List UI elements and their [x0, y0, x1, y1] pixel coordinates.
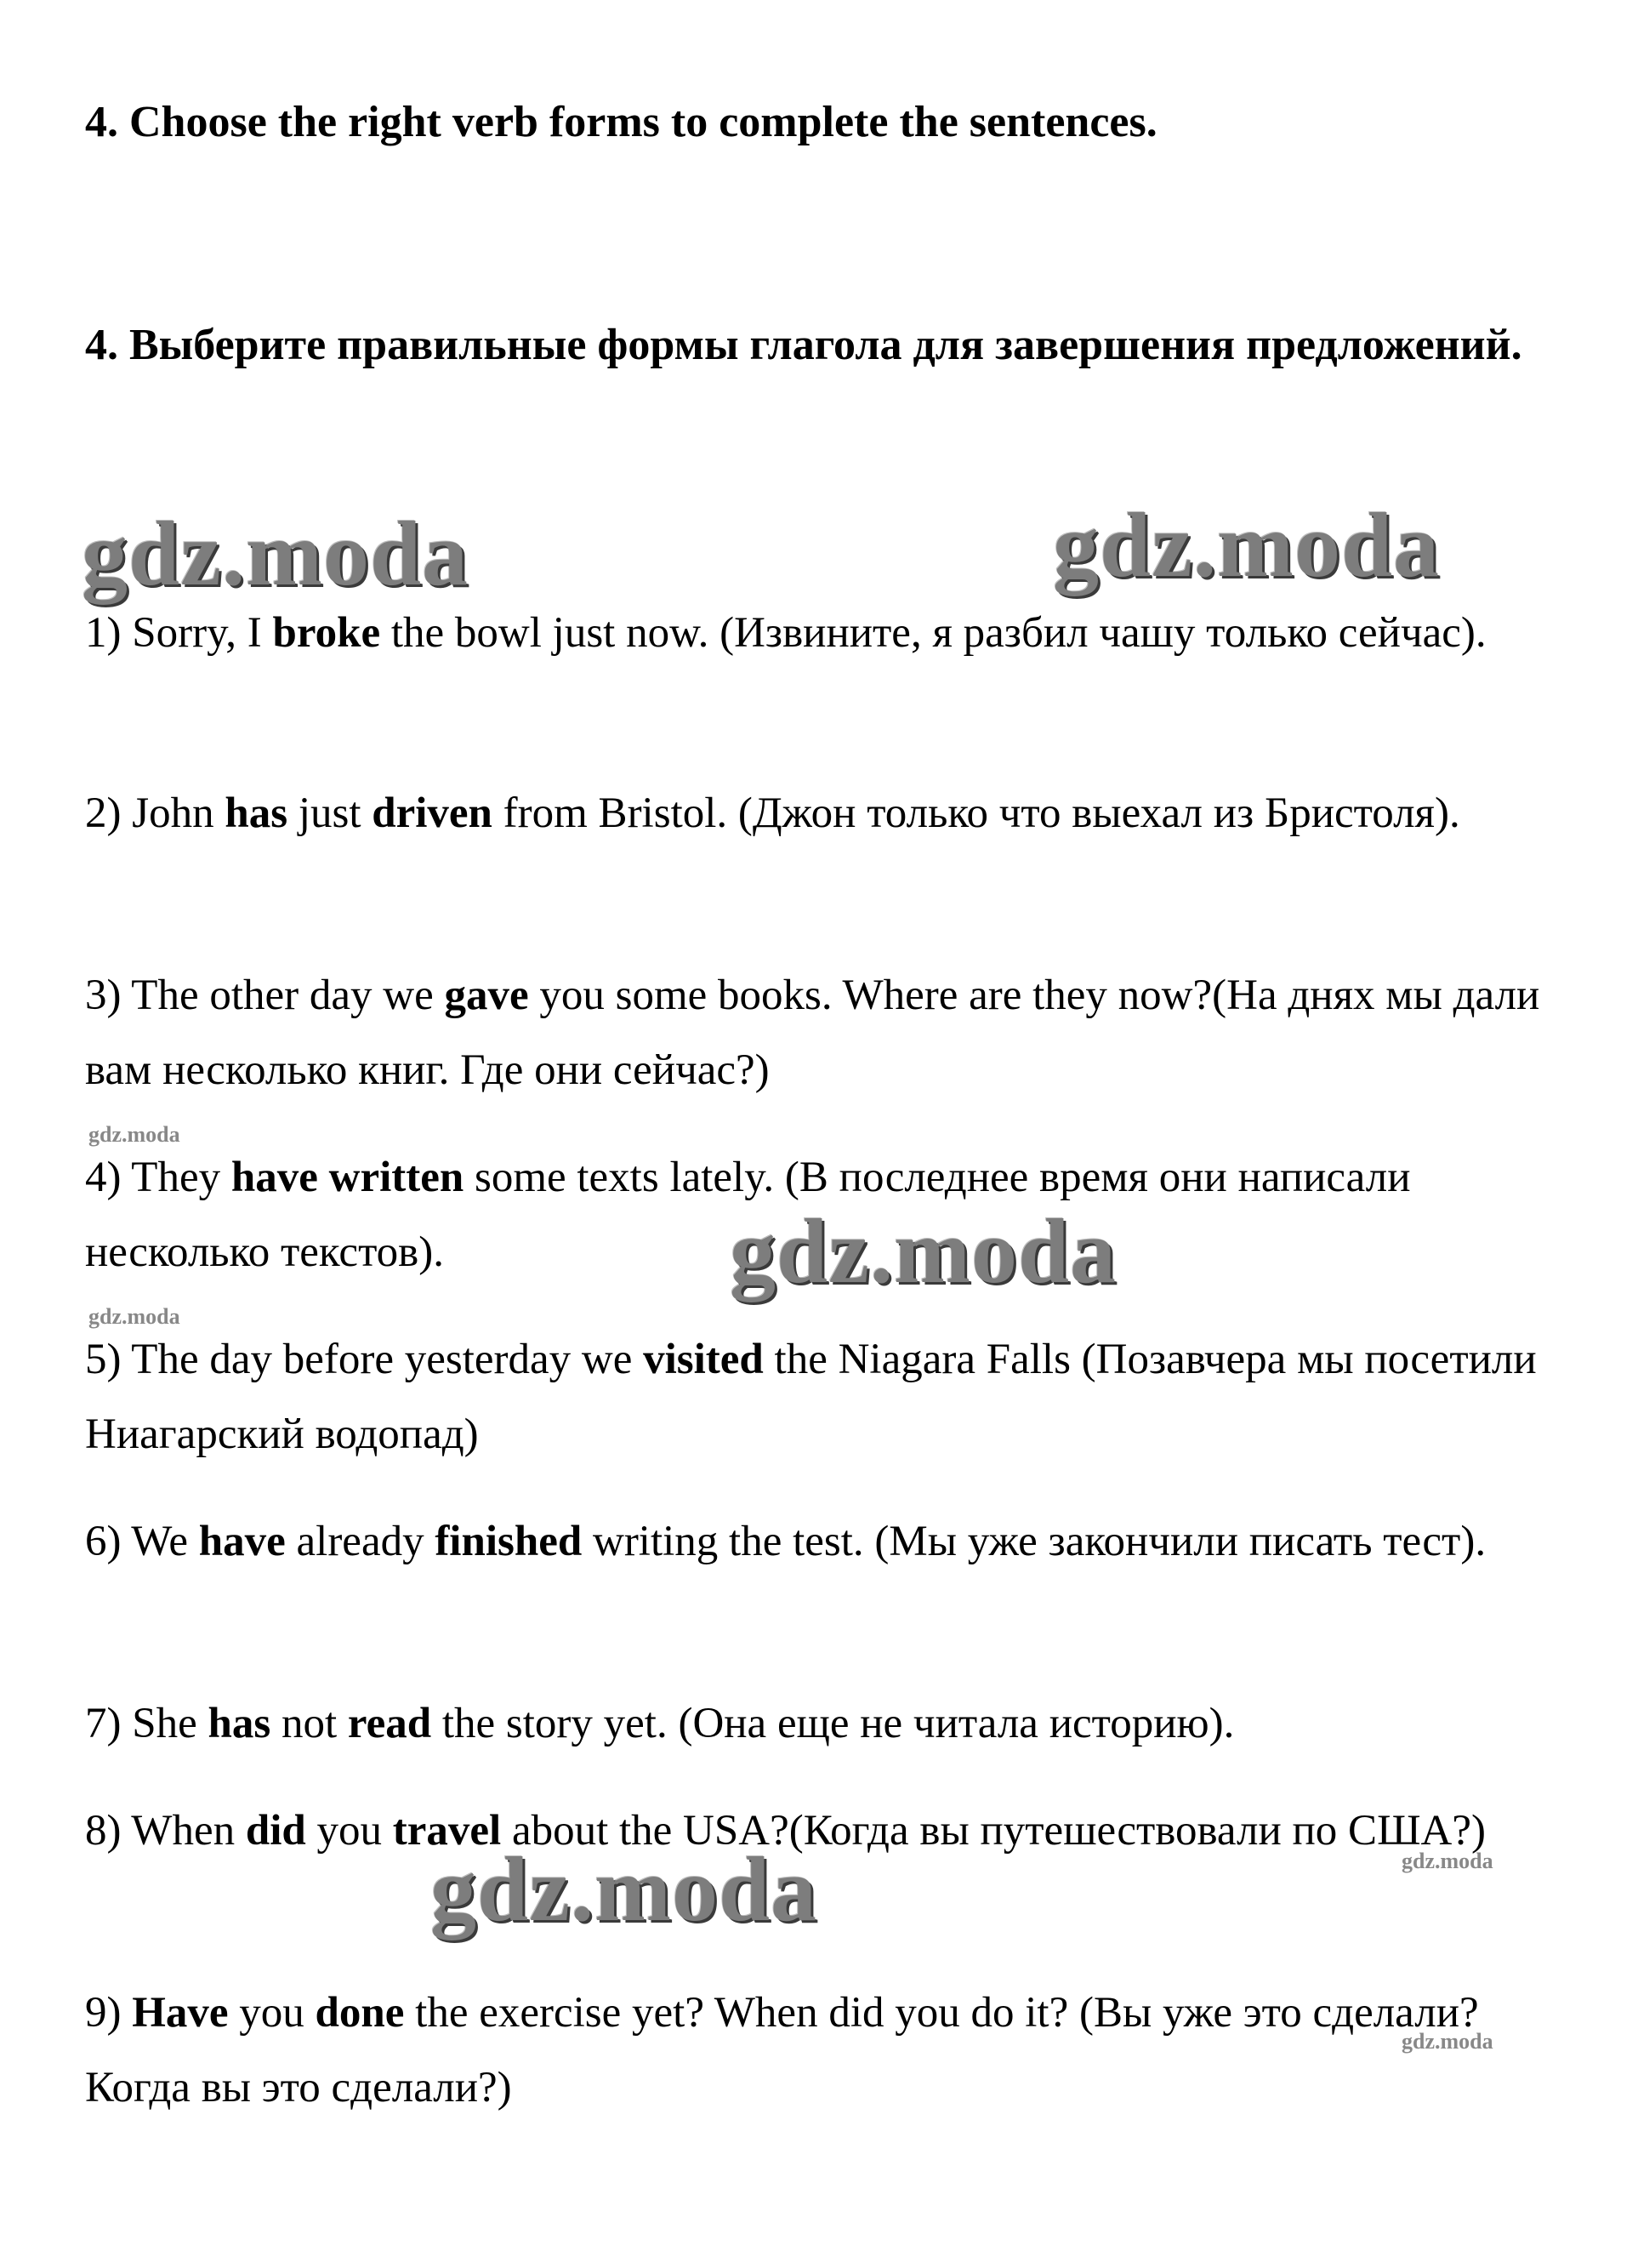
item-text: you some books. Where are they now?(На днях мы дали вам несколько книг. Где они сейчас?)	[85, 972, 1540, 1094]
answer-item-3	[85, 958, 1565, 1108]
item-text: 1) Sorry, I	[85, 609, 273, 657]
item-text: the exercise yet? When did you do it? (Вы уже это сделали? Когда вы это сделали?)	[85, 1989, 1479, 2111]
verb-form: broke	[272, 609, 381, 657]
verb-form: driven	[372, 789, 492, 837]
verb-form: done	[315, 1989, 405, 2037]
item-text: you	[305, 1807, 393, 1855]
watermark-logo: gdz.moda	[430, 1839, 818, 1940]
item-text: 5) The day before yesterday we	[85, 1336, 644, 1383]
item-text: 4) They	[85, 1154, 231, 1201]
item-text: 3) The other day we	[85, 972, 445, 1019]
item-text: the story yet. (Она еще не читала историю).	[431, 1700, 1235, 1747]
watermark-small: gdz.moda	[1402, 2029, 1493, 2054]
verb-form: travel	[392, 1807, 502, 1855]
verb-form: gave	[444, 972, 529, 1019]
verb-form: has	[208, 1700, 271, 1747]
item-text: from Bristol. (Джон только что выехал из Бристоля).	[492, 789, 1460, 837]
answer-item-2	[85, 776, 1565, 851]
item-text: already	[285, 1518, 435, 1565]
verb-form: have written	[230, 1154, 464, 1201]
item-text: 7) She	[85, 1700, 208, 1747]
item-text: the bowl just now. (Извините, я разбил чашу только сейчас).	[380, 609, 1487, 657]
exercise-heading-ru: 4. Выберите правильные формы глагола для завершения предложений.	[85, 321, 1522, 369]
item-text: about the USA?(Когда вы путешествовали по США?)	[501, 1807, 1486, 1855]
item-text: some texts lately. (В последнее время они написали несколько текстов).	[85, 1154, 1411, 1276]
item-text: writing the test. (Мы уже закончили писать тест).	[582, 1518, 1487, 1565]
item-text: just	[287, 789, 373, 837]
answer-item-7	[85, 1686, 1565, 1761]
watermark-logo: gdz.moda	[730, 1201, 1118, 1302]
verb-form: finished	[435, 1518, 583, 1565]
watermark-small: gdz.moda	[88, 1304, 180, 1329]
answer-item-8	[85, 1793, 1565, 1868]
verb-form: Have	[132, 1989, 229, 2037]
verb-form: did	[245, 1807, 306, 1855]
watermark-logo: gdz.moda	[82, 504, 469, 605]
item-text: 9)	[85, 1989, 133, 2037]
watermark-small: gdz.moda	[88, 1122, 180, 1147]
answer-item-6	[85, 1504, 1565, 1579]
verb-form: has	[225, 789, 288, 837]
item-text: 6) We	[85, 1518, 199, 1565]
item-text: 2) John	[85, 789, 225, 837]
watermark-logo: gdz.moda	[1053, 495, 1441, 596]
item-text: the Niagara Falls (Позавчера мы посетили Ниагарский водопад)	[85, 1336, 1537, 1458]
verb-form: read	[347, 1700, 432, 1747]
answer-item-5	[85, 1322, 1565, 1472]
item-text: 8) When	[85, 1807, 246, 1855]
exercise-heading-en: 4. Choose the right verb forms to complete the sentences.	[85, 98, 1157, 146]
verb-form: have	[198, 1518, 286, 1565]
answer-item-9	[85, 1975, 1565, 2125]
verb-form: visited	[643, 1336, 764, 1383]
watermark-small: gdz.moda	[1402, 1849, 1493, 1873]
item-text: not	[270, 1700, 348, 1747]
item-text: you	[228, 1989, 316, 2037]
answer-item-1	[85, 595, 1565, 670]
